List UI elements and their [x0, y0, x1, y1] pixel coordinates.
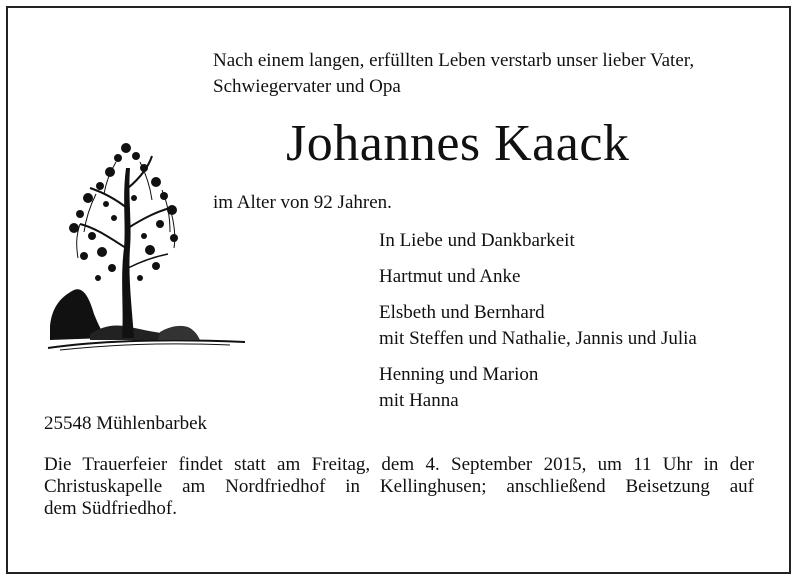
mourner-group-3 [379, 362, 697, 414]
mourner-group-3-line-2: mit Hanna [379, 390, 459, 411]
age-line: im Alter von 92 Jahren. [213, 192, 392, 213]
intro-line-2: Schwiegervater und Opa [213, 76, 401, 97]
birch-tree-icon [40, 128, 250, 358]
funeral-line-2: Christuskapelle am Nordfriedhof in Kellinghusen; anschließend Beisetzung auf [44, 476, 754, 497]
intro-text [213, 48, 694, 100]
mourner-group-2-line-2: mit Steffen und Nathalie, Jannis und Julia [379, 328, 697, 349]
mourner-group-1: Hartmut und Anke [379, 266, 521, 287]
mourner-group-2-line-1: Elsbeth und Bernhard [379, 302, 545, 323]
deceased-name: Johannes Kaack [286, 115, 630, 172]
intro-line-1: Nach einem langen, erfüllten Leben verstarb unser lieber Vater, [213, 50, 695, 71]
mourner-group-2 [379, 300, 697, 352]
mourner-group-3-line-1: Henning und Marion [379, 364, 539, 385]
mourners-opening: In Liebe und Dankbarkeit [379, 230, 575, 251]
mourners-list [379, 228, 697, 424]
funeral-details [44, 454, 754, 520]
funeral-line-1: Die Trauerfeier findet statt am Freitag, dem 4. September 2015, um 11 Uhr in der [44, 454, 754, 475]
place-of-residence: 25548 Mühlenbarbek [44, 413, 208, 434]
funeral-line-3: dem Südfriedhof. [44, 498, 177, 519]
